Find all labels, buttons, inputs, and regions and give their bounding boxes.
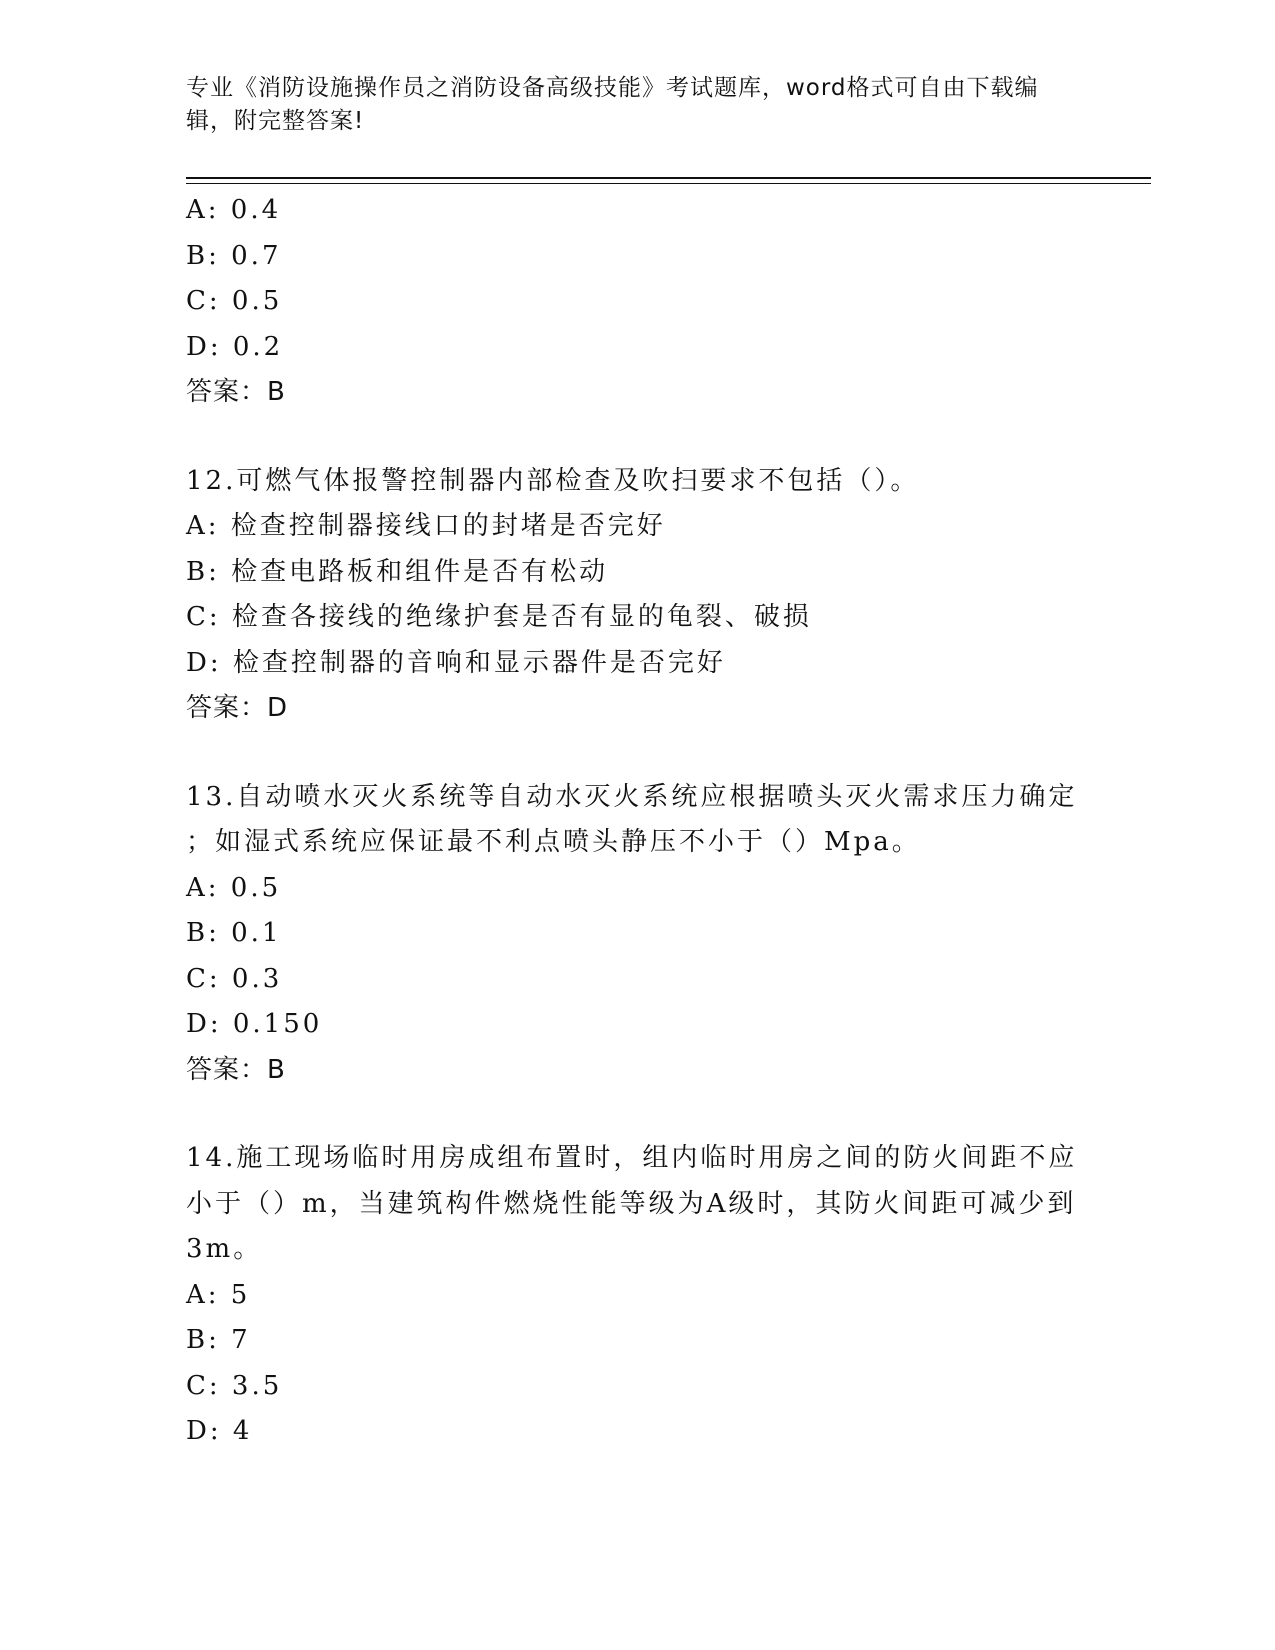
- option-d: D: 0.2: [186, 331, 284, 362]
- option-d: D: 4: [186, 1416, 253, 1446]
- question-stem-line-2: ；如湿式系统应保证最不利点喷头静压不小于（）Mpa。: [186, 827, 921, 857]
- option-d: D: 0.150: [186, 1009, 323, 1039]
- option-b: B: 0.7: [186, 240, 282, 271]
- question-stem-line-2: 小于（）m，当建筑构件燃烧性能等级为A级时，其防火间距可减少到: [186, 1188, 1077, 1219]
- option-b: B: 0.1: [186, 918, 282, 948]
- question-12: [186, 459, 1086, 732]
- option-b: B: 7: [186, 1325, 251, 1355]
- answer-label: 答案：B: [186, 1054, 286, 1085]
- answer-label: 答案：D: [186, 693, 289, 723]
- option-c: C: 检查各接线的绝缘护套是否有显的龟裂、破损: [186, 602, 812, 632]
- option-d: D: 检查控制器的音响和显示器件是否完好: [186, 647, 726, 678]
- question-stem-line-1: 13.自动喷水灭火系统等自动水灭火系统应根据喷头灭火需求压力确定: [186, 781, 1078, 812]
- question-stem: 12.可燃气体报警控制器内部检查及吹扫要求不包括（）。: [186, 465, 920, 496]
- option-c: C: 3.5: [186, 1370, 283, 1401]
- option-c: C: 0.3: [186, 963, 283, 994]
- question-list: [186, 188, 1086, 1455]
- option-a: A: 0.4: [186, 195, 282, 225]
- question-stem-line-3: 3m。: [186, 1234, 263, 1264]
- document-header: [186, 72, 1066, 138]
- header-line-2: 辑，附完整答案!: [186, 108, 365, 134]
- question-14: [186, 1136, 1086, 1455]
- option-a: A: 0.5: [186, 872, 282, 903]
- option-a: A: 5: [186, 1279, 251, 1310]
- header-divider-thick: [186, 177, 1151, 179]
- question-13: [186, 775, 1086, 1094]
- question-11-continuation: [186, 188, 1086, 416]
- option-b: B: 检查电路板和组件是否有松动: [186, 556, 609, 587]
- option-c: C: 0.5: [186, 286, 283, 316]
- question-stem-line-1: 14.施工现场临时用房成组布置时，组内临时用房之间的防火间距不应: [186, 1143, 1078, 1173]
- option-a: A: 检查控制器接线口的封堵是否完好: [186, 511, 666, 541]
- header-line-1: 专业《消防设施操作员之消防设备高级技能》考试题库，word格式可自由下载编: [186, 75, 1039, 101]
- header-divider-thin: [186, 183, 1151, 184]
- answer-label: 答案：B: [186, 377, 286, 407]
